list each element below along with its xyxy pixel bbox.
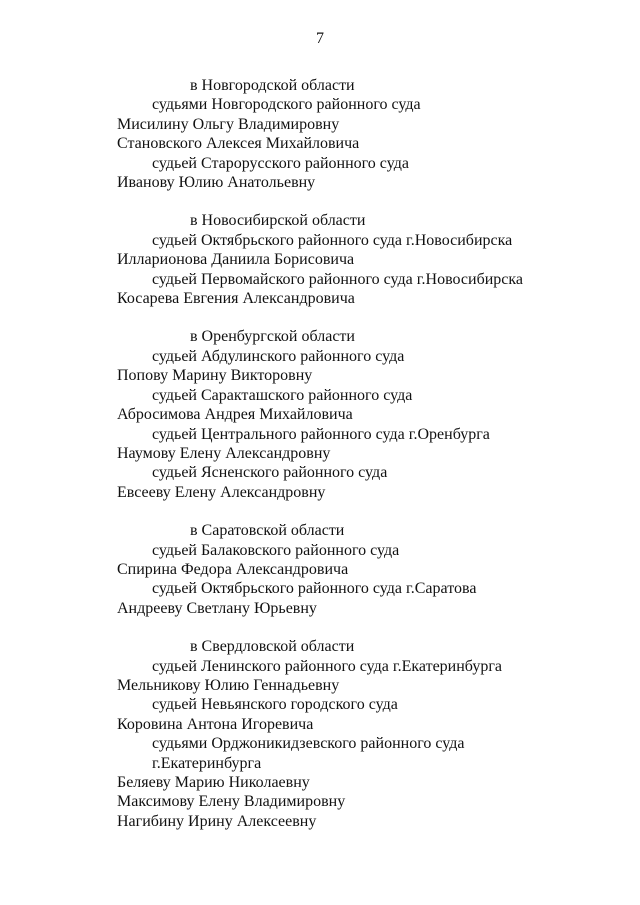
judge-name: Абросимова Андрея Михайловича — [117, 406, 353, 424]
judge-name: Евсееву Елену Александровну — [117, 483, 326, 501]
court-line-continuation: г.Екатеринбурга — [152, 754, 262, 772]
court-line: судьей Центрального районного суда г.Оренбурга — [152, 425, 490, 443]
court-line: судьей Невьянского городского суда — [152, 696, 398, 714]
region-section — [0, 76, 640, 192]
region-section — [0, 521, 640, 618]
region-section — [0, 637, 640, 831]
judge-name: Нагибину Ирину Алексеевну — [117, 812, 317, 830]
court-line: судьей Абдулинского районного суда — [152, 347, 405, 365]
region-heading: в Новосибирской области — [190, 212, 366, 230]
region-heading: в Оренбургской области — [190, 328, 355, 346]
judge-name: Косарева Евгения Александровича — [117, 290, 355, 308]
region-heading: в Саратовской области — [190, 522, 345, 540]
judge-name: Спирина Федора Александровича — [117, 560, 349, 578]
judge-name: Иванову Юлию Анатольевну — [117, 174, 316, 192]
judge-name: Илларионова Даниила Борисовича — [117, 251, 355, 269]
page-number: 7 — [316, 30, 324, 47]
judge-name: Беляеву Марию Николаевну — [117, 774, 310, 791]
judge-name: Попову Марину Викторовну — [117, 367, 313, 385]
court-line: судьями Новгородского районного суда — [152, 96, 421, 114]
judge-name: Наумову Елену Александровну — [117, 444, 331, 462]
judge-name: Андрееву Светлану Юрьевну — [117, 599, 317, 617]
appointments-list — [0, 76, 640, 850]
court-line: судьей Ленинского районного суда г.Екатеринбурга — [152, 657, 502, 675]
court-line: судьей Ясненского районного суда — [152, 464, 388, 482]
region-heading: в Свердловской области — [190, 638, 355, 656]
judge-name: Мисилину Ольгу Владимировну — [117, 115, 340, 133]
region-section — [0, 327, 640, 502]
judge-name: Коровина Антона Игоревича — [117, 715, 314, 733]
judge-name: Становского Алексея Михайловича — [117, 135, 360, 153]
judge-name: Максимову Елену Владимировну — [117, 793, 346, 811]
region-section — [0, 211, 640, 308]
region-heading: в Новгородской области — [190, 77, 355, 94]
court-line: судьями Орджоникидзевского районного суда — [152, 735, 465, 753]
court-line: судьей Первомайского районного суда г.Новосибирска — [152, 270, 524, 288]
judge-name: Мельникову Юлию Геннадьевну — [117, 676, 340, 694]
court-line: судьей Октябрьского районного суда г.Новосибирска — [152, 231, 513, 249]
court-line: судьей Саракташского районного суда — [152, 386, 413, 404]
court-line: судьей Балаковского районного суда — [152, 541, 400, 559]
court-line: судьей Октябрьского районного суда г.Саратова — [152, 580, 477, 598]
court-line: судьей Старорусского районного суда — [152, 154, 409, 172]
